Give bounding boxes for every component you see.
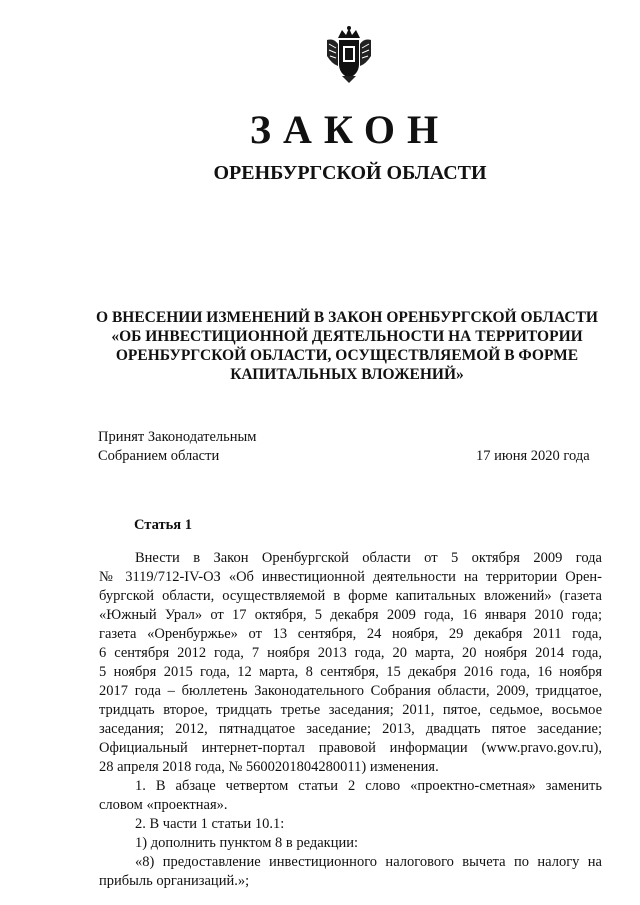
document-subtitle: ОРЕНБУРГСКОЙ ОБЛАСТИ bbox=[213, 162, 487, 184]
body-line: 6 сентября 2012 года, 7 ноября 2013 года, 20 марта, 20 ноября 2014 года, bbox=[99, 645, 602, 661]
adoption-note bbox=[98, 428, 256, 466]
body-line: № 3119/712-IV-ОЗ «Об инвестиционной деятельности на территории Орен- bbox=[99, 569, 602, 585]
law-title-line: ОРЕНБУРГСКОЙ ОБЛАСТИ, ОСУЩЕСТВЛЯЕМОЙ В ФОРМЕ bbox=[115, 347, 579, 364]
adoption-line: Собранием области bbox=[98, 448, 220, 464]
body-line: «8) предоставление инвестиционного налогового вычета по налогу на bbox=[135, 854, 602, 870]
body-line: 2. В части 1 статьи 10.1: bbox=[135, 816, 285, 832]
body-line: 28 апреля 2018 года, № 5600201804280011) изменения. bbox=[99, 759, 439, 775]
body-line: Официальный интернет-портал правовой информации (www.pravo.gov.ru), bbox=[99, 740, 602, 756]
adoption-line: Принят Законодательным bbox=[98, 429, 257, 445]
law-title-line: О ВНЕСЕНИИ ИЗМЕНЕНИЙ В ЗАКОН ОРЕНБУРГСКОЙ ОБЛАСТИ bbox=[96, 309, 598, 326]
body-line: 1) дополнить пунктом 8 в редакции: bbox=[135, 835, 359, 851]
body-line: газета «Оренбуржье» от 13 сентября, 24 ноября, 29 декабря 2011 года, bbox=[99, 626, 602, 642]
body-line: 1. В абзаце четвертом статьи 2 слово «проектно-сметная» заменить bbox=[135, 778, 602, 794]
article-body bbox=[99, 549, 602, 891]
law-title-line: КАПИТАЛЬНЫХ ВЛОЖЕНИЙ» bbox=[230, 366, 464, 383]
body-line: 2017 года – бюллетень Законодательного Собрания области, 2009, тридцатое, bbox=[99, 683, 602, 699]
law-title bbox=[92, 308, 602, 384]
body-line: тридцать второе, тридцать третье заседания; 2011, пятое, седьмое, восьмое bbox=[99, 702, 602, 718]
body-line: 5 ноября 2015 года, 12 марта, 8 сентября, 15 декабря 2016 года, 16 ноября bbox=[99, 664, 602, 680]
law-title-line: «ОБ ИНВЕСТИЦИОННОЙ ДЕЯТЕЛЬНОСТИ НА ТЕРРИТОРИИ bbox=[111, 328, 583, 345]
body-line: Внести в Закон Оренбургской области от 5 октября 2009 года bbox=[135, 550, 602, 566]
body-line: заседания; 2012, пятнадцатое заседание; 2013, двадцать пятое заседание; bbox=[99, 721, 602, 737]
document-title: ЗАКОН bbox=[249, 107, 451, 152]
body-line: прибыль организаций.»; bbox=[99, 873, 250, 889]
body-line: «Южный Урал» от 17 октября, 5 декабря 2009 года, 16 января 2010 года; bbox=[99, 607, 602, 623]
body-line: бургской области, осуществляемой в форме капитальных вложений» (газета bbox=[99, 588, 602, 604]
article-heading: Статья 1 bbox=[134, 517, 192, 533]
adoption-date: 17 июня 2020 года bbox=[476, 448, 590, 464]
body-line: словом «проектная». bbox=[99, 797, 228, 813]
coat-of-arms-icon bbox=[324, 26, 374, 84]
